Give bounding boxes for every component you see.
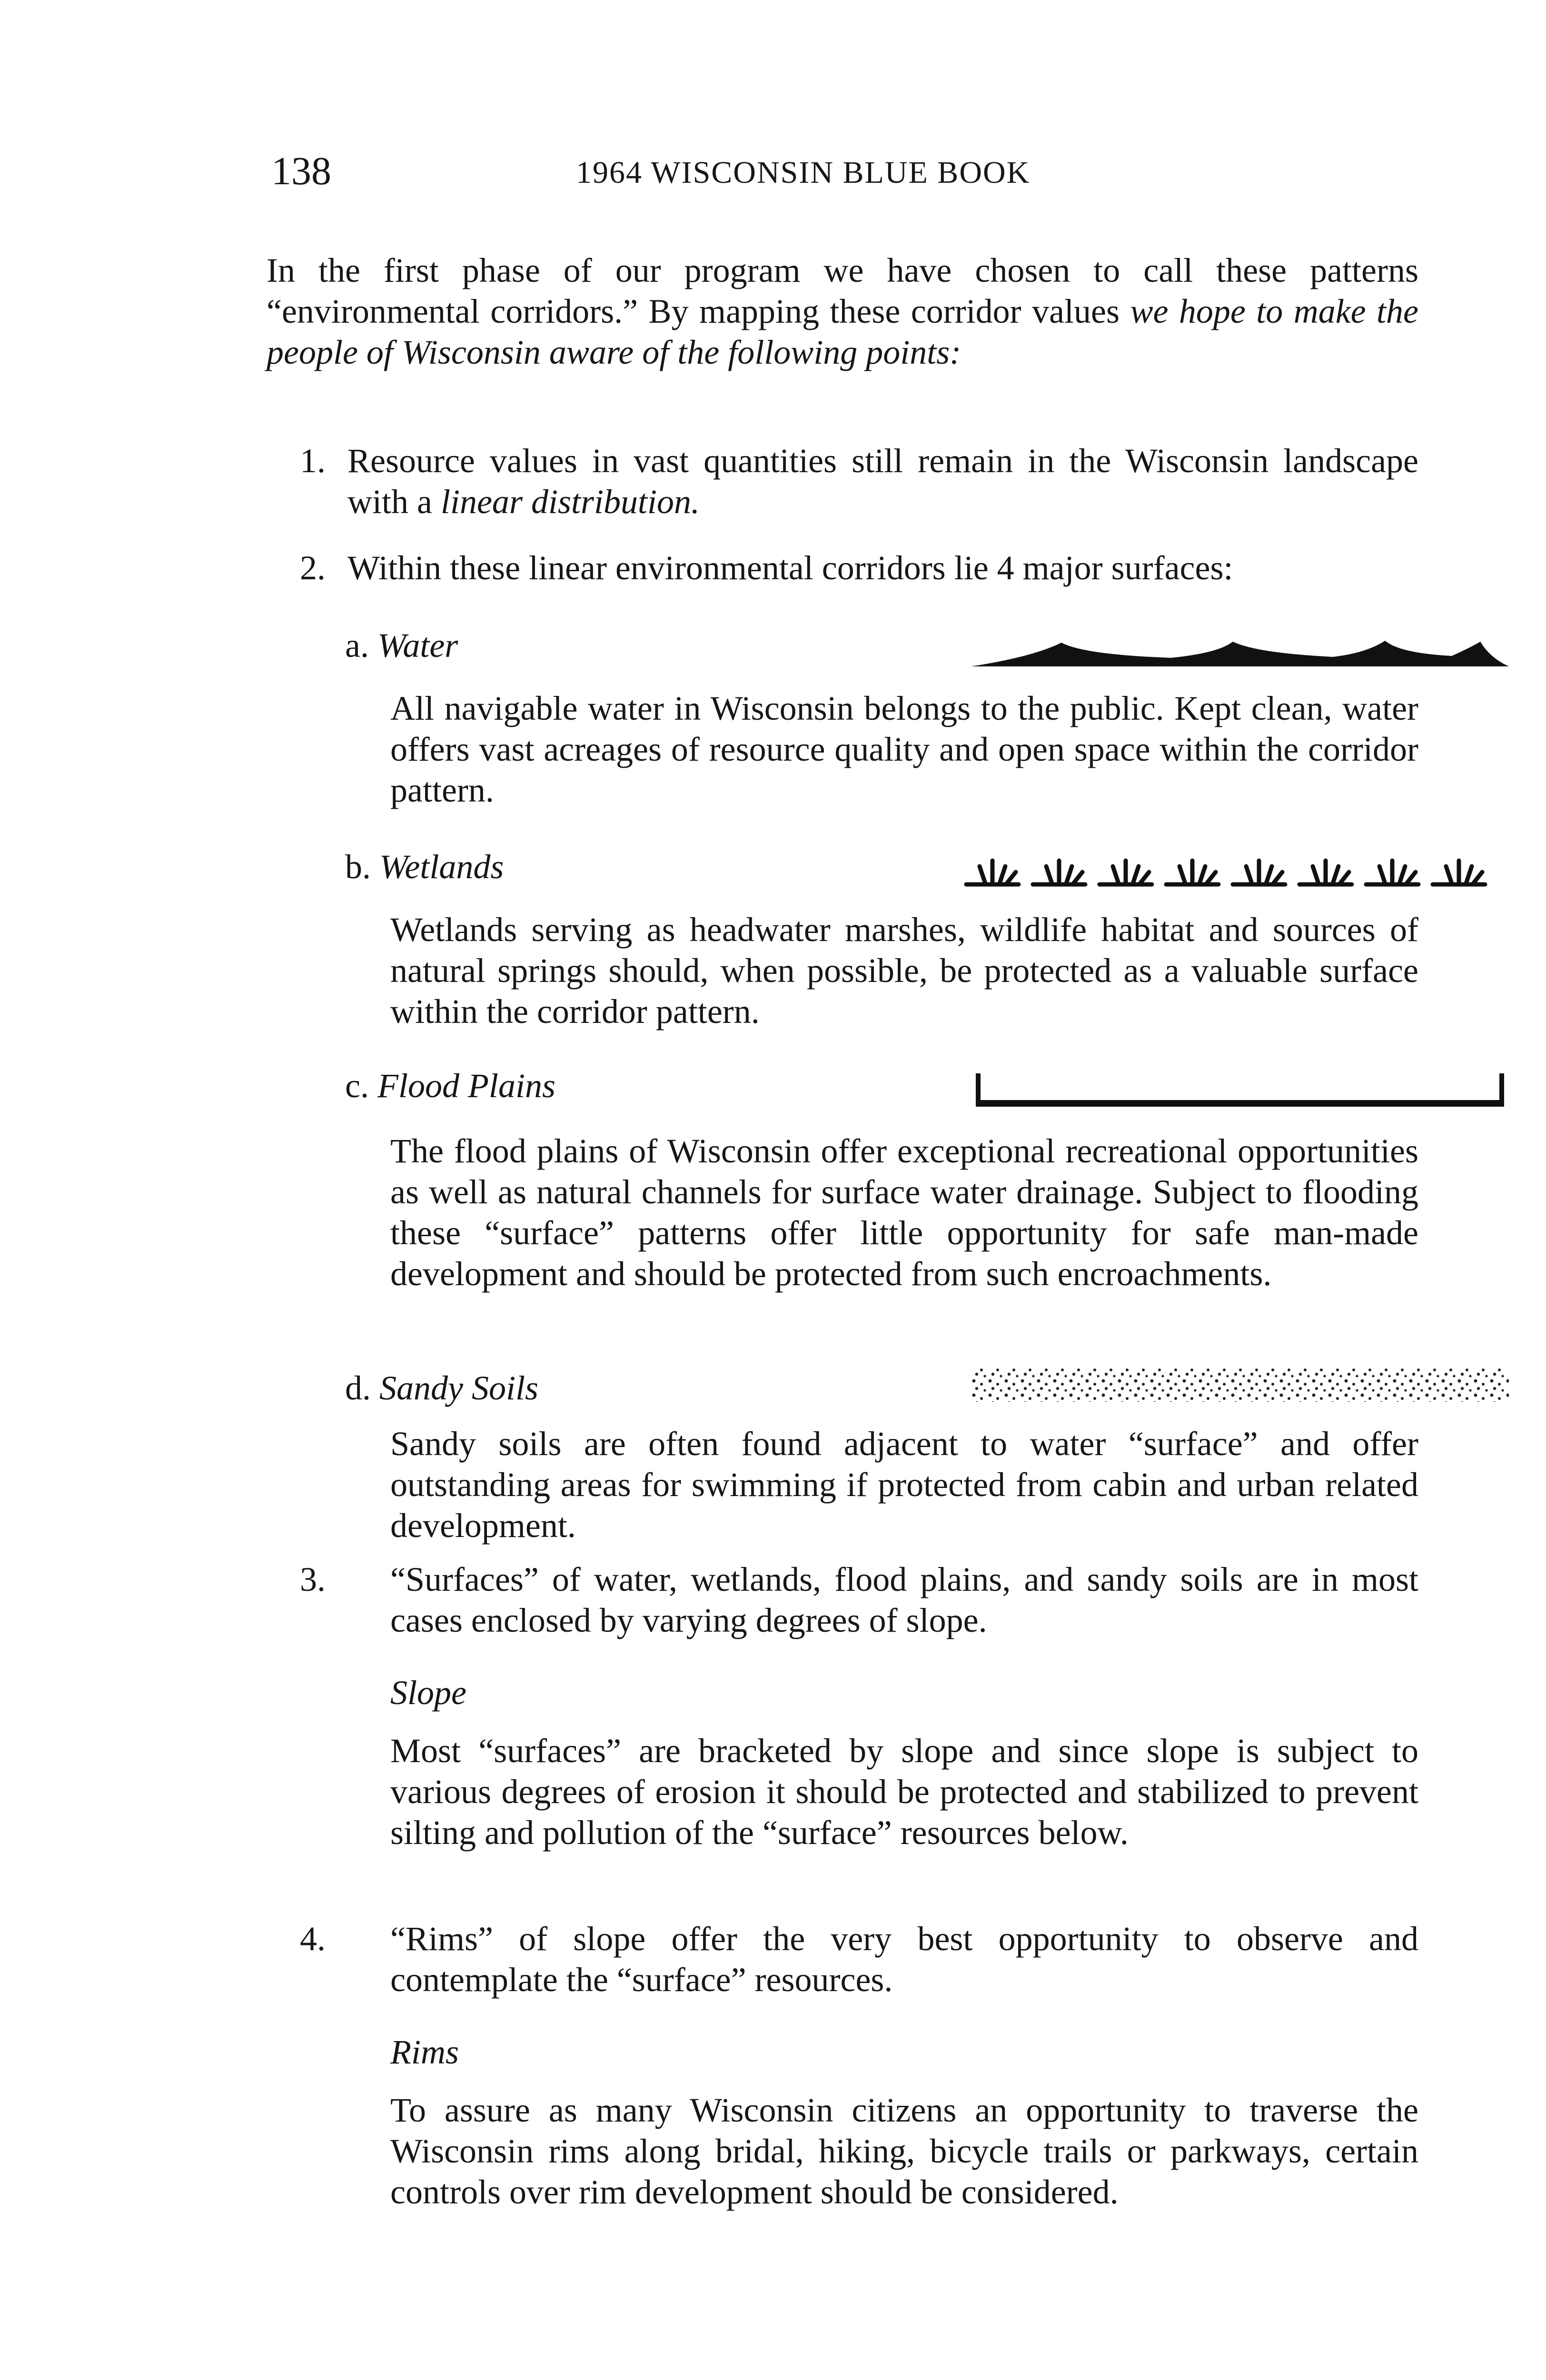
wetlands-paragraph: Wetlands serving as headwater marshes, wildlife habitat and sources of natural springs should, when possible, be protected as a valuable surface within the corridor pattern.	[390, 911, 1418, 1031]
subitem-name: Wetlands	[379, 848, 504, 886]
item-number: 1.	[300, 442, 326, 480]
list-item-3	[300, 1559, 1418, 1641]
item-3-text: “Surfaces” of water, wetlands, flood plains, and sandy soils are in most cases enclosed by varying degrees of slope.	[390, 1560, 1418, 1639]
slope-heading: Slope	[390, 1674, 466, 1712]
subitem-letter: a.	[345, 626, 369, 664]
running-head: 1964 WISCONSIN BLUE BOOK	[576, 155, 1031, 190]
item-4-text: “Rims” of slope offer the very best opportunity to observe and contemplate the “surface” resources.	[390, 1920, 1418, 1999]
item-number: 2.	[300, 549, 326, 587]
item-1-text: Resource values in vast quantities still remain in the Wisconsin landscape with a	[347, 442, 1418, 521]
sandy-soils-paragraph: Sandy soils are often found adjacent to water “surface” and offer outstanding areas for swimming if protected from cabin and urban related development.	[390, 1425, 1418, 1545]
subitem-name: Sandy Soils	[379, 1369, 538, 1407]
subitem-letter: d.	[345, 1369, 371, 1407]
subitem-water-label	[345, 628, 458, 663]
slope-paragraph: Most “surfaces” are bracketed by slope and since slope is subject to various degrees of erosion it should be protected and stabilized to prevent silting and pollution of the “surface” resources below.	[390, 1732, 1418, 1852]
flood-plain-bracket-symbol	[976, 1069, 1504, 1111]
subitem-letter: b.	[345, 848, 371, 886]
subitem-name: Water	[377, 626, 458, 664]
page-number: 138	[271, 149, 331, 193]
list-item-1	[300, 440, 1418, 522]
water-paragraph: All navigable water in Wisconsin belongs to the public. Kept clean, water offers vast acreages of resource quality and open space within the corridor pattern.	[390, 689, 1418, 809]
sand-dot-symbol	[971, 1364, 1509, 1407]
list-item-2	[300, 547, 1418, 588]
intro-italic-text: we hope to make the people of Wisconsin aware of the following points:	[267, 292, 1419, 371]
item-text	[347, 440, 1418, 522]
item-number: 3.	[300, 1560, 326, 1598]
marsh-grass-symbol	[961, 847, 1509, 890]
item-number: 4.	[300, 1920, 326, 1958]
subitem-letter: c.	[345, 1067, 369, 1105]
rims-paragraph: To assure as many Wisconsin citizens an opportunity to traverse the Wisconsin rims along bridal, hiking, bicycle trails or parkways, certain controls over rim development should be considered.	[390, 2091, 1418, 2211]
item-1-italic: linear distribution.	[440, 483, 700, 521]
water-wave-symbol	[971, 628, 1509, 671]
subitem-sandy-soils-label	[345, 1371, 538, 1405]
intro-paragraph	[267, 250, 1418, 373]
intro-text: In the first phase of our program we have chosen to call these patterns “environmental corridors.” By mapping these corridor values	[267, 251, 1418, 330]
rims-heading: Rims	[390, 2033, 459, 2071]
flood-plains-paragraph: The flood plains of Wisconsin offer exceptional recreational opportunities as well as natural channels for surface water drainage. Subject to flooding these “surface” patterns offer little opportunity for safe man-made development and should be protected from such encroachments.	[390, 1132, 1418, 1293]
item-2-text: Within these linear environmental corridors lie 4 major surfaces:	[347, 549, 1233, 587]
list-item-4	[300, 1918, 1418, 2000]
subitem-flood-plains-label	[345, 1069, 555, 1103]
subitem-name: Flood Plains	[377, 1067, 555, 1105]
subitem-wetlands-label	[345, 850, 504, 884]
